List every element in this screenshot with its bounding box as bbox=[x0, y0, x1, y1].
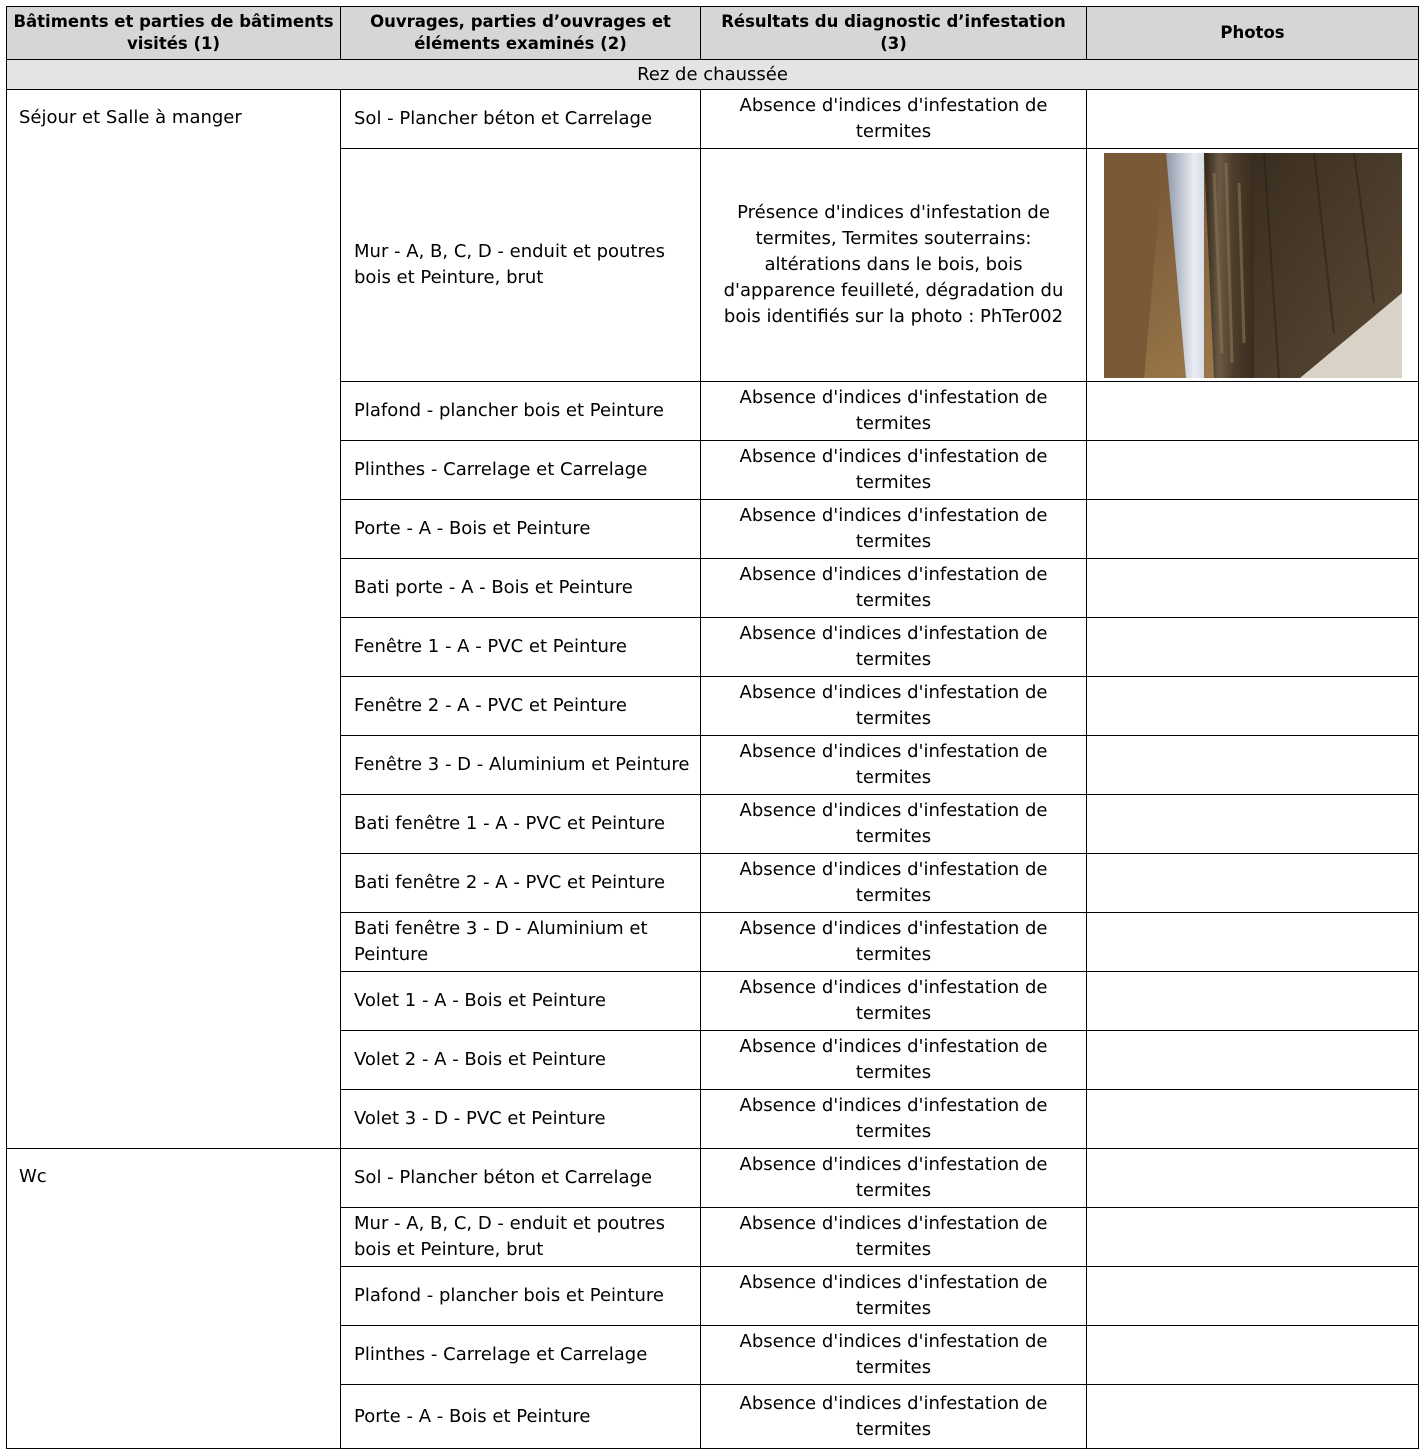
floor-row bbox=[7, 60, 1419, 90]
photo-cell bbox=[1087, 441, 1419, 500]
photo-cell bbox=[1087, 618, 1419, 677]
element-cell: Bati fenêtre 2 - A - PVC et Peinture bbox=[341, 854, 701, 913]
element-cell: Plafond - plancher bois et Peinture bbox=[341, 382, 701, 441]
element-cell: Sol - Plancher béton et Carrelage bbox=[341, 1149, 701, 1208]
element-cell: Fenêtre 1 - A - PVC et Peinture bbox=[341, 618, 701, 677]
photo-cell bbox=[1087, 382, 1419, 441]
table-body bbox=[7, 60, 1419, 1449]
element-cell: Porte - A - Bois et Peinture bbox=[341, 500, 701, 559]
room-name: Séjour et Salle à manger bbox=[7, 90, 341, 1149]
result-cell: Absence d'indices d'infestation de termites bbox=[701, 972, 1087, 1031]
result-cell: Absence d'indices d'infestation de termites bbox=[701, 1031, 1087, 1090]
header-results: Résultats du diagnostic d’infestation (3) bbox=[701, 7, 1087, 60]
photo-cell bbox=[1087, 559, 1419, 618]
photo-cell bbox=[1087, 1326, 1419, 1385]
result-cell: Absence d'indices d'infestation de termites bbox=[701, 1090, 1087, 1149]
result-cell: Absence d'indices d'infestation de termites bbox=[701, 1326, 1087, 1385]
result-cell: Absence d'indices d'infestation de termites bbox=[701, 913, 1087, 972]
floor-label: Rez de chaussée bbox=[7, 60, 1419, 90]
photo-cell bbox=[1087, 1090, 1419, 1149]
result-cell: Absence d'indices d'infestation de termites bbox=[701, 677, 1087, 736]
result-cell: Présence d'indices d'infestation de termites, Termites souterrains: altérations dans le bois, bois d'apparence feuilleté, dégradation du bois identifiés sur la photo : PhTer002 bbox=[701, 149, 1087, 382]
result-cell: Absence d'indices d'infestation de termites bbox=[701, 441, 1087, 500]
element-cell: Fenêtre 2 - A - PVC et Peinture bbox=[341, 677, 701, 736]
result-cell: Absence d'indices d'infestation de termites bbox=[701, 1208, 1087, 1267]
result-cell: Absence d'indices d'infestation de termites bbox=[701, 618, 1087, 677]
room-name: Wc bbox=[7, 1149, 341, 1449]
result-cell: Absence d'indices d'infestation de termites bbox=[701, 559, 1087, 618]
result-cell: Absence d'indices d'infestation de termites bbox=[701, 1385, 1087, 1449]
element-cell: Plafond - plancher bois et Peinture bbox=[341, 1267, 701, 1326]
photo-cell bbox=[1087, 1149, 1419, 1208]
result-cell: Absence d'indices d'infestation de termites bbox=[701, 500, 1087, 559]
element-cell: Volet 1 - A - Bois et Peinture bbox=[341, 972, 701, 1031]
header-buildings: Bâtiments et parties de bâtiments visités (1) bbox=[7, 7, 341, 60]
element-cell: Sol - Plancher béton et Carrelage bbox=[341, 90, 701, 149]
result-cell: Absence d'indices d'infestation de termites bbox=[701, 1267, 1087, 1326]
element-cell: Plinthes - Carrelage et Carrelage bbox=[341, 1326, 701, 1385]
photo-cell bbox=[1087, 500, 1419, 559]
inspection-table-wrapper bbox=[6, 6, 1419, 1449]
result-cell: Absence d'indices d'infestation de termites bbox=[701, 1149, 1087, 1208]
result-cell: Absence d'indices d'infestation de termites bbox=[701, 382, 1087, 441]
element-cell: Volet 2 - A - Bois et Peinture bbox=[341, 1031, 701, 1090]
result-cell: Absence d'indices d'infestation de termites bbox=[701, 736, 1087, 795]
element-cell: Fenêtre 3 - D - Aluminium et Peinture bbox=[341, 736, 701, 795]
wooden-beam-photo bbox=[1104, 153, 1402, 378]
result-cell: Absence d'indices d'infestation de termites bbox=[701, 795, 1087, 854]
table-row bbox=[7, 1149, 1419, 1208]
photo-cell bbox=[1087, 913, 1419, 972]
photo-cell bbox=[1087, 795, 1419, 854]
element-cell: Bati fenêtre 1 - A - PVC et Peinture bbox=[341, 795, 701, 854]
element-cell: Volet 3 - D - PVC et Peinture bbox=[341, 1090, 701, 1149]
termite-inspection-table bbox=[6, 6, 1419, 1449]
element-cell: Plinthes - Carrelage et Carrelage bbox=[341, 441, 701, 500]
photo-cell bbox=[1087, 736, 1419, 795]
photo-cell bbox=[1087, 677, 1419, 736]
element-cell: Mur - A, B, C, D - enduit et poutres bois et Peinture, brut bbox=[341, 149, 701, 382]
element-cell: Bati porte - A - Bois et Peinture bbox=[341, 559, 701, 618]
header-photos: Photos bbox=[1087, 7, 1419, 60]
header-elements: Ouvrages, parties d’ouvrages et éléments examinés (2) bbox=[341, 7, 701, 60]
photo-cell bbox=[1087, 1031, 1419, 1090]
element-cell: Bati fenêtre 3 - D - Aluminium et Peinture bbox=[341, 913, 701, 972]
result-cell: Absence d'indices d'infestation de termites bbox=[701, 90, 1087, 149]
photo-cell bbox=[1087, 1267, 1419, 1326]
table-row bbox=[7, 90, 1419, 149]
photo-cell bbox=[1087, 1208, 1419, 1267]
photo-cell bbox=[1087, 854, 1419, 913]
result-cell: Absence d'indices d'infestation de termites bbox=[701, 854, 1087, 913]
element-cell: Mur - A, B, C, D - enduit et poutres bois et Peinture, brut bbox=[341, 1208, 701, 1267]
photo-cell bbox=[1087, 972, 1419, 1031]
element-cell: Porte - A - Bois et Peinture bbox=[341, 1385, 701, 1449]
photo-cell bbox=[1087, 90, 1419, 149]
header-row bbox=[7, 7, 1419, 60]
photo-cell bbox=[1087, 1385, 1419, 1449]
photo-cell bbox=[1087, 149, 1419, 382]
